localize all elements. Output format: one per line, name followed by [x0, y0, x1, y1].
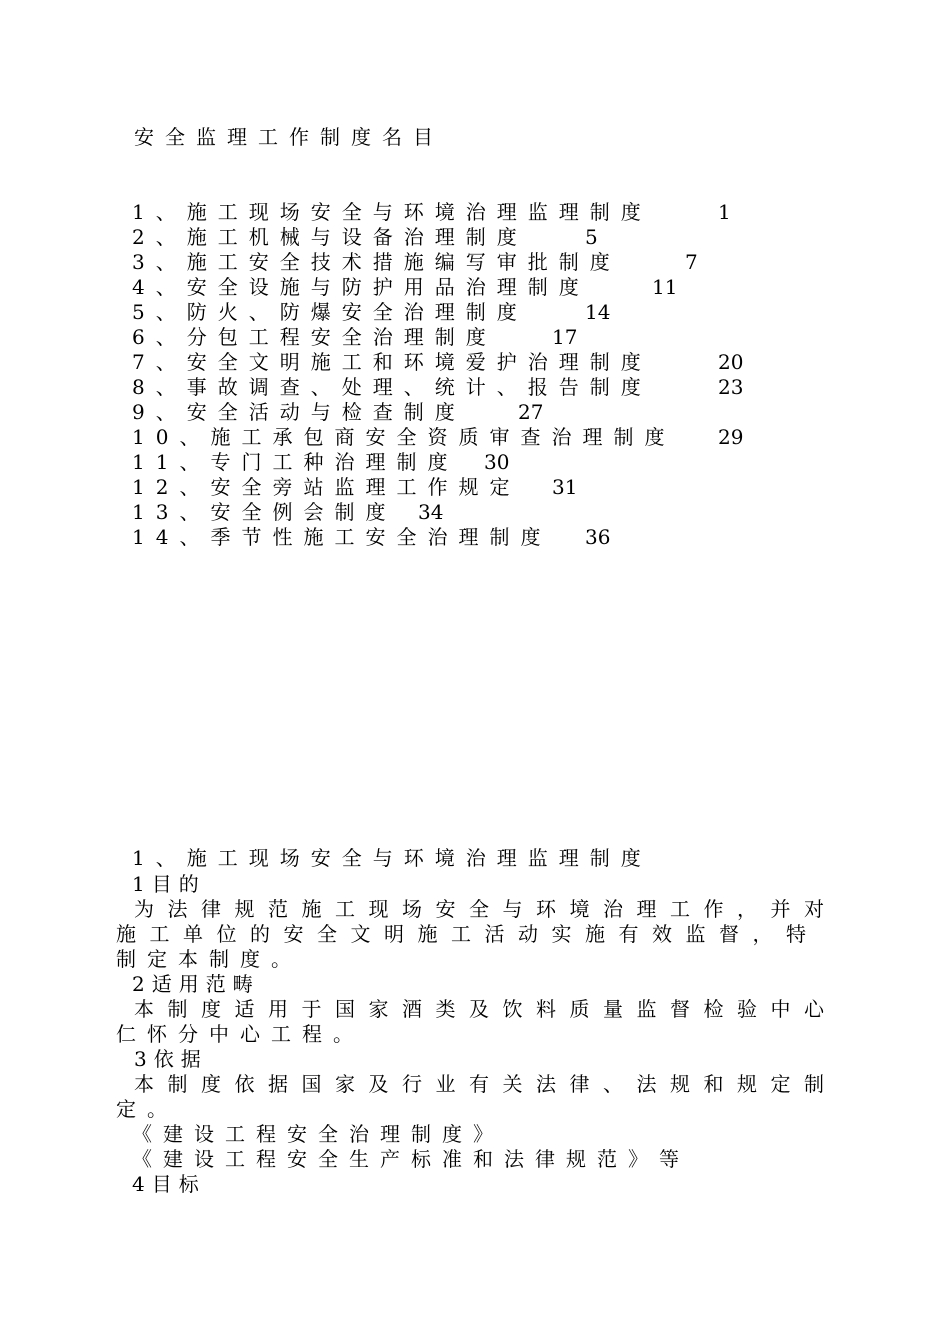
paragraph-line: 本制度适用于国家酒类及饮料质量监督检验中心	[134, 997, 824, 1021]
paragraph-line: 为法律规范施工现场安全与环境治理工作，并对	[134, 897, 824, 921]
toc-entry-page: 7	[685, 250, 698, 274]
toc-entry	[0, 275, 950, 300]
section-heading: 1、施工现场安全与环境治理监理制度	[132, 846, 652, 870]
toc-entry-title: 10、施工承包商安全资质审查治理制度	[132, 425, 676, 449]
subsection-heading-basis: 3依据	[134, 1047, 208, 1071]
toc-entry	[0, 200, 950, 225]
toc-entry-title: 3、施工安全技术措施编写审批制度	[132, 250, 621, 274]
toc-entry	[0, 400, 950, 425]
toc-entry-title: 8、事故调查、处理、统计、报告制度	[132, 375, 652, 399]
toc-entry-title: 6、分包工程安全治理制度	[132, 325, 497, 349]
toc-entry-page: 30	[484, 450, 510, 474]
toc-entry-title: 4、安全设施与防护用品治理制度	[132, 275, 590, 299]
toc-entry-page: 29	[718, 425, 744, 449]
toc-entry	[0, 225, 950, 250]
toc-entry-page: 11	[652, 275, 678, 299]
paragraph-line: 施工单位的安全文明施工活动实施有效监督，特	[116, 922, 806, 946]
subsection-heading-purpose: 1目的	[132, 872, 206, 896]
paragraph-line: 定。	[116, 1097, 178, 1121]
toc-entry-page: 1	[718, 200, 731, 224]
toc-entry	[0, 525, 950, 550]
toc-entry-page: 27	[518, 400, 544, 424]
reference-line: 《建设工程安全生产标准和法律规范》等	[132, 1147, 690, 1171]
toc-entry	[0, 450, 950, 475]
subsection-heading-scope: 2适用范畴	[132, 972, 260, 996]
toc-entry-title: 5、防火、防爆安全治理制度	[132, 300, 528, 324]
toc-entry	[0, 475, 950, 500]
toc-entry	[0, 500, 950, 525]
toc-entry-page: 5	[585, 225, 598, 249]
toc-entry-page: 17	[552, 325, 578, 349]
toc-entry-page: 14	[585, 300, 611, 324]
toc-entry	[0, 325, 950, 350]
toc-entry-title: 12、安全旁站监理工作规定	[132, 475, 521, 499]
paragraph-line: 本制度依据国家及行业有关法律、法规和规定制	[134, 1072, 824, 1096]
toc-entry-title: 9、安全活动与检查制度	[132, 400, 466, 424]
toc-entry	[0, 425, 950, 450]
paragraph-line: 制定本制度。	[116, 947, 302, 971]
subsection-heading-goal: 4目标	[132, 1172, 206, 1196]
toc-entry-page: 23	[718, 375, 744, 399]
toc-entry-page: 31	[552, 475, 578, 499]
toc-entry-page: 36	[585, 525, 611, 549]
toc-entry	[0, 375, 950, 400]
reference-line: 《建设工程安全治理制度》	[132, 1122, 504, 1146]
toc-entry	[0, 350, 950, 375]
toc-entry-title: 1、施工现场安全与环境治理监理制度	[132, 200, 652, 224]
toc-entry-page: 20	[718, 350, 744, 374]
toc-entry	[0, 250, 950, 275]
toc-entry-title: 7、安全文明施工和环境爱护治理制度	[132, 350, 652, 374]
document-title: 安全监理工作制度名目	[134, 125, 444, 149]
toc-entry-title: 14、季节性施工安全治理制度	[132, 525, 552, 549]
toc-entry-title: 2、施工机械与设备治理制度	[132, 225, 528, 249]
toc-entry	[0, 300, 950, 325]
toc-entry-title: 11、专门工种治理制度	[132, 450, 459, 474]
paragraph-line: 仁怀分中心工程。	[116, 1022, 364, 1046]
toc-entry-page: 34	[418, 500, 444, 524]
toc-entry-title: 13、安全例会制度	[132, 500, 397, 524]
